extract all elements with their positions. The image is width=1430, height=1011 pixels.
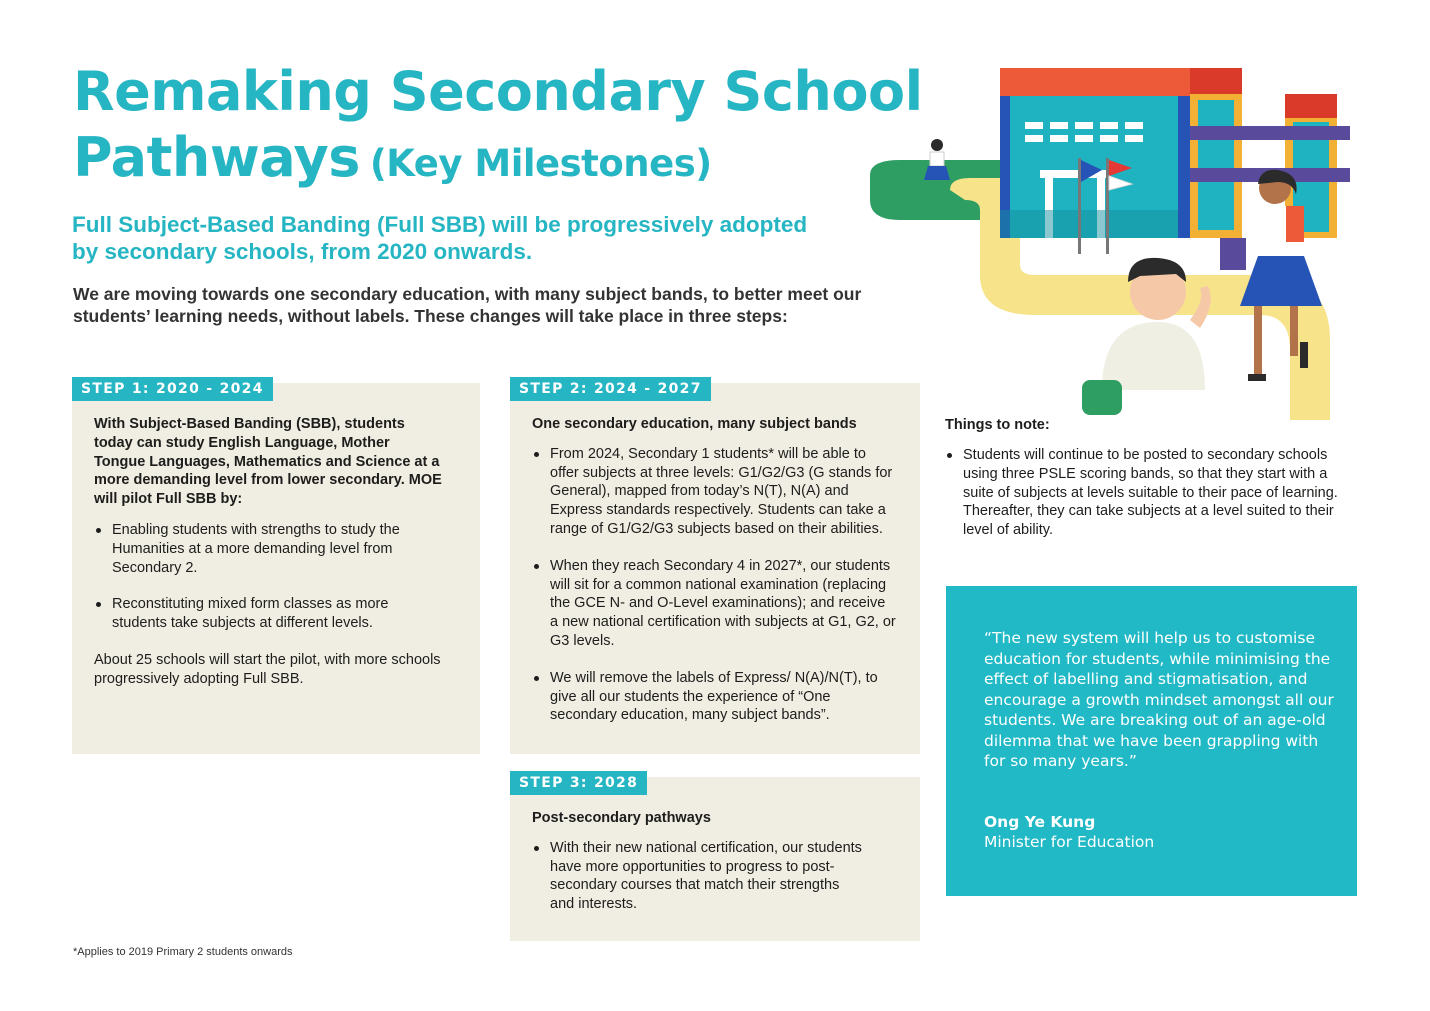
step1-bullets [94,521,444,633]
page-title-line-1: Remaking Secondary School [73,60,923,123]
step3-lead: Post-secondary pathways [532,810,711,826]
step1-bullet: Enabling students with strengths to study the Humanities at a more demanding level from Secondary 2. [94,521,444,577]
step1-content [94,415,444,689]
step2-bullets [532,445,897,725]
notes-bullet: Students will continue to be posted to secondary schools using three PSLE scoring bands, so that they start with a suite of subjects at levels suitable to their pace of learning. Thereafter, they can take subjects at a level suited to their level of ability. [945,446,1355,540]
page-title-pathways: Pathways [73,126,360,189]
footnote: *Applies to 2019 Primary 2 students onwards [73,946,293,958]
step2-bullet: When they reach Secondary 4 in 2027*, our students will sit for a common national examination (replacing the GCE N- and O-Level examinations); and receive a new national certification with subjects at G1, G2, or G3 levels. [532,557,897,651]
step2-bullet: We will remove the labels of Express/ N(A)/N(T), to give all our students the experience of “One secondary education, many subject bands”. [532,669,897,725]
step3-bullet: With their new national certification, our students have more opportunities to progress to post-secondary courses that match their strengths and interests. [532,839,862,914]
quote-box [946,586,1357,896]
step1-bullet: Reconstituting mixed form classes as more students take subjects at different levels. [94,595,444,633]
step1-tag: STEP 1: 2020 - 2024 [72,377,273,401]
step2-bullet: From 2024, Secondary 1 students* will be able to offer subjects at three levels: G1/G2/G3 (G stands for General), mapped from today’s N(T), N(A) and Express standards respectively. Students can take a range of G1/G2/G3 subjects based on their abilities. [532,445,897,539]
page-title-subtitle: (Key Milestones) [369,142,712,185]
page-title-line-2 [73,126,712,189]
step1-closing: About 25 schools will start the pilot, with more schools progressively adopting Full SBB. [94,651,441,687]
quote-author-role: Minister for Education [984,833,1155,851]
intro-paragraph: We are moving towards one secondary education, with many subject bands, to better meet our students’ learning needs, without labels. These changes will take place in three steps: [73,284,862,326]
subtitle: Full Subject-Based Banding (Full SBB) will be progressively adopted by secondary schools, from 2020 onwards. [72,212,808,264]
notes-content [945,446,1355,540]
school-illustration [860,60,1360,430]
step3-content [532,809,862,914]
step1-lead: With Subject-Based Banding (SBB), students today can study English Language, Mother Tongue Languages, Mathematics and Science at a more demanding level from lower secondary. MOE will pilot Full SBB by: [94,416,442,508]
notes-bullets [945,446,1355,540]
step3-bullets [532,839,862,914]
step3-tag: STEP 3: 2028 [510,771,647,795]
step2-content [532,415,897,725]
step2-lead: One secondary education, many subject bands [532,416,857,432]
quote-author: Ong Ye Kung [984,813,1096,831]
step2-tag: STEP 2: 2024 - 2027 [510,377,711,401]
notes-heading: Things to note: [945,417,1050,433]
quote-text: “The new system will help us to customise education for students, while minimising the effect of labelling and stigmatisation, and encourage a growth mindset amongst all our students. We are breaking out of an age-old dilemma that we have been grappling with for so many years.” [984,629,1334,770]
